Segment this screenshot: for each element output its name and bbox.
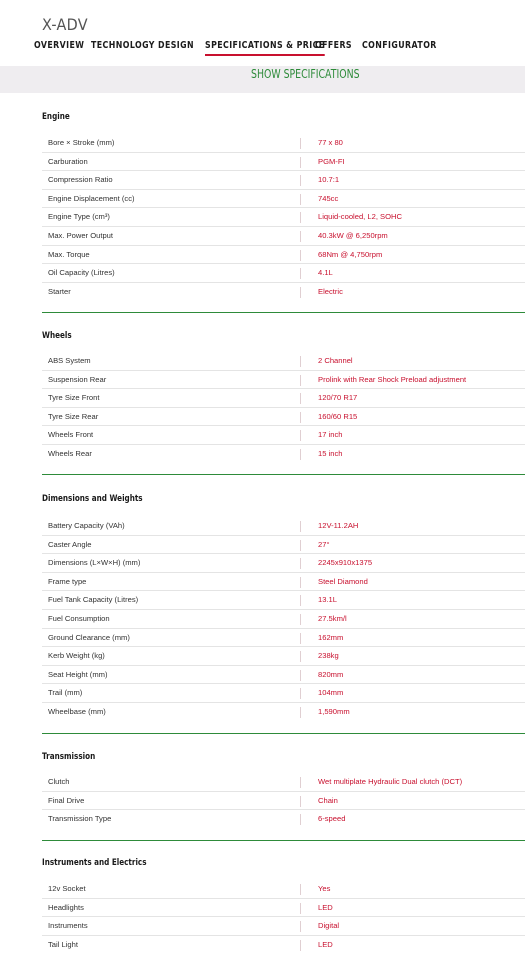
column-separator — [300, 356, 301, 367]
spec-row — [42, 536, 525, 555]
model-name: X-ADV — [42, 15, 88, 34]
spec-row — [42, 773, 525, 792]
spec-label: Max. Torque — [48, 249, 90, 259]
column-separator — [300, 412, 301, 423]
spec-label: Wheels Front — [48, 430, 94, 440]
spec-value: 1,590mm — [318, 706, 350, 716]
column-separator — [300, 707, 301, 718]
column-separator — [300, 796, 301, 807]
spec-value: Digital — [318, 921, 340, 931]
spec-label: Transmission Type — [48, 814, 112, 824]
spec-row — [42, 517, 525, 536]
show-specifications-bar — [0, 66, 525, 93]
spec-label: Fuel Consumption — [48, 613, 110, 623]
nav-specifications-price[interactable]: SPECIFICATIONS & PRICE — [205, 40, 325, 51]
spec-row — [42, 171, 525, 190]
spec-row — [42, 426, 525, 445]
spec-label: Dimensions (L×W×H) (mm) — [48, 558, 141, 568]
spec-label: Tyre Size Front — [48, 393, 100, 403]
column-separator — [300, 558, 301, 569]
section-title-wheels: Wheels — [42, 331, 72, 341]
spec-label: Final Drive — [48, 795, 85, 805]
nav-offers[interactable]: OFFERS — [315, 40, 353, 51]
spec-row — [42, 684, 525, 703]
spec-value: 162mm — [318, 632, 344, 642]
nav-design[interactable]: DESIGN — [158, 40, 195, 51]
column-separator — [300, 614, 301, 625]
spec-value: 238kg — [318, 651, 339, 661]
section-divider — [42, 733, 525, 734]
spec-row — [42, 573, 525, 592]
spec-row — [42, 371, 525, 390]
spec-label: Engine Displacement (cc) — [48, 193, 135, 203]
spec-row — [42, 629, 525, 648]
spec-value: 68Nm @ 4,750rpm — [318, 249, 383, 259]
spec-row — [42, 134, 525, 153]
column-separator — [300, 287, 301, 298]
spec-row — [42, 703, 525, 722]
column-separator — [300, 194, 301, 205]
spec-label: Seat Height (mm) — [48, 669, 108, 679]
section-title-engine: Engine — [42, 112, 70, 122]
spec-row — [42, 264, 525, 283]
spec-table-engine — [42, 134, 525, 301]
column-separator — [300, 449, 301, 460]
column-separator — [300, 138, 301, 149]
spec-row — [42, 554, 525, 573]
spec-table-transmission — [42, 773, 525, 829]
spec-label: Battery Capacity (VAh) — [48, 521, 125, 530]
spec-row — [42, 666, 525, 685]
column-separator — [300, 430, 301, 441]
spec-label: 12v Socket — [48, 884, 86, 893]
spec-row — [42, 227, 525, 246]
spec-value: Steel Diamond — [318, 576, 368, 586]
spec-row — [42, 445, 525, 464]
spec-value: 6-speed — [318, 814, 346, 824]
spec-label: Headlights — [48, 902, 84, 912]
spec-table-wheels — [42, 352, 525, 464]
spec-value: Yes — [318, 884, 331, 893]
spec-label: Kerb Weight (kg) — [48, 651, 105, 661]
column-separator — [300, 595, 301, 606]
spec-value: 2245x910x1375 — [318, 558, 373, 568]
spec-row — [42, 917, 525, 936]
spec-value: 27° — [318, 539, 330, 549]
spec-value: 40.3kW @ 6,250rpm — [318, 230, 388, 240]
spec-label: Instruments — [48, 921, 88, 931]
column-separator — [300, 633, 301, 644]
spec-value: LED — [318, 902, 333, 912]
spec-row — [42, 792, 525, 811]
column-separator — [300, 231, 301, 242]
spec-value: 77 x 80 — [318, 138, 343, 147]
column-separator — [300, 540, 301, 551]
spec-value: 12V-11.2AH — [318, 521, 359, 530]
spec-label: Trail (mm) — [48, 688, 83, 698]
spec-row — [42, 283, 525, 302]
spec-label: Wheelbase (mm) — [48, 706, 106, 716]
spec-row — [42, 591, 525, 610]
section-divider — [42, 840, 525, 841]
section-title-dimensions-and-weights: Dimensions and Weights — [42, 494, 143, 504]
spec-row — [42, 880, 525, 899]
spec-row — [42, 408, 525, 427]
spec-value: 17 inch — [318, 430, 343, 440]
column-separator — [300, 375, 301, 386]
spec-label: Caster Angle — [48, 539, 92, 549]
column-separator — [300, 521, 301, 532]
column-separator — [300, 651, 301, 662]
spec-value: 15 inch — [318, 448, 343, 458]
spec-value: 2 Channel — [318, 356, 353, 365]
spec-value: PGM-FI — [318, 156, 345, 166]
column-separator — [300, 777, 301, 788]
nav-configurator[interactable]: CONFIGURATOR — [362, 40, 437, 51]
spec-value: 820mm — [318, 669, 344, 679]
spec-value: 4.1L — [318, 268, 333, 278]
section-divider — [42, 312, 525, 313]
nav-technology[interactable]: TECHNOLOGY — [91, 40, 155, 51]
spec-value: Chain — [318, 795, 338, 805]
site-header — [0, 0, 525, 66]
column-separator — [300, 670, 301, 681]
spec-row — [42, 810, 525, 829]
spec-value: Liquid-cooled, L2, SOHC — [318, 212, 402, 222]
column-separator — [300, 250, 301, 261]
section-title-transmission: Transmission — [42, 752, 96, 762]
spec-label: Bore × Stroke (mm) — [48, 138, 115, 147]
spec-label: Tail Light — [48, 939, 78, 949]
column-separator — [300, 921, 301, 932]
spec-label: Starter — [48, 286, 71, 296]
spec-row — [42, 610, 525, 629]
spec-row — [42, 647, 525, 666]
spec-label: Oil Capacity (Litres) — [48, 268, 115, 278]
spec-label: Engine Type (cm³) — [48, 212, 110, 222]
section-divider — [42, 474, 525, 475]
column-separator — [300, 212, 301, 223]
spec-label: Compression Ratio — [48, 175, 113, 185]
spec-row — [42, 899, 525, 918]
spec-value: 27.5km/l — [318, 613, 347, 623]
show-specifications-toggle[interactable]: SHOW SPECIFICATIONS — [251, 67, 360, 81]
column-separator — [300, 393, 301, 404]
spec-value: 104mm — [318, 688, 344, 698]
column-separator — [300, 940, 301, 951]
spec-label: Suspension Rear — [48, 374, 107, 384]
spec-value: 10.7:1 — [318, 175, 340, 185]
spec-label: Clutch — [48, 777, 70, 786]
spec-value: 120/70 R17 — [318, 393, 358, 403]
spec-value: 13.1L — [318, 595, 338, 605]
spec-row — [42, 190, 525, 209]
spec-label: Carburation — [48, 156, 88, 166]
spec-label: Tyre Size Rear — [48, 411, 99, 421]
spec-row — [42, 208, 525, 227]
spec-label: Wheels Rear — [48, 448, 92, 458]
column-separator — [300, 577, 301, 588]
column-separator — [300, 175, 301, 186]
spec-label: Ground Clearance (mm) — [48, 632, 130, 642]
column-separator — [300, 688, 301, 699]
main-nav — [0, 40, 525, 62]
spec-label: Max. Power Output — [48, 230, 113, 240]
column-separator — [300, 814, 301, 825]
column-separator — [300, 268, 301, 279]
column-separator — [300, 157, 301, 168]
spec-label: Frame type — [48, 576, 87, 586]
spec-value: 745cc — [318, 193, 339, 203]
spec-value: Wet multiplate Hydraulic Dual clutch (DCT) — [318, 777, 463, 786]
nav-overview[interactable]: OVERVIEW — [34, 40, 85, 51]
spec-value: 160/60 R15 — [318, 411, 358, 421]
spec-value: Electric — [318, 286, 343, 296]
spec-value: LED — [318, 939, 333, 949]
spec-row — [42, 352, 525, 371]
spec-row — [42, 246, 525, 265]
spec-table-dimensions-and-weights — [42, 517, 525, 722]
spec-row — [42, 936, 525, 955]
spec-label: Fuel Tank Capacity (Litres) — [48, 595, 139, 605]
column-separator — [300, 903, 301, 914]
spec-label: ABS System — [48, 356, 91, 365]
spec-value: Prolink with Rear Shock Preload adjustment — [318, 374, 467, 384]
column-separator — [300, 884, 301, 895]
spec-row — [42, 153, 525, 172]
spec-table-instruments-and-electrics — [42, 880, 525, 954]
spec-row — [42, 389, 525, 408]
section-title-instruments-and-electrics: Instruments and Electrics — [42, 858, 147, 868]
